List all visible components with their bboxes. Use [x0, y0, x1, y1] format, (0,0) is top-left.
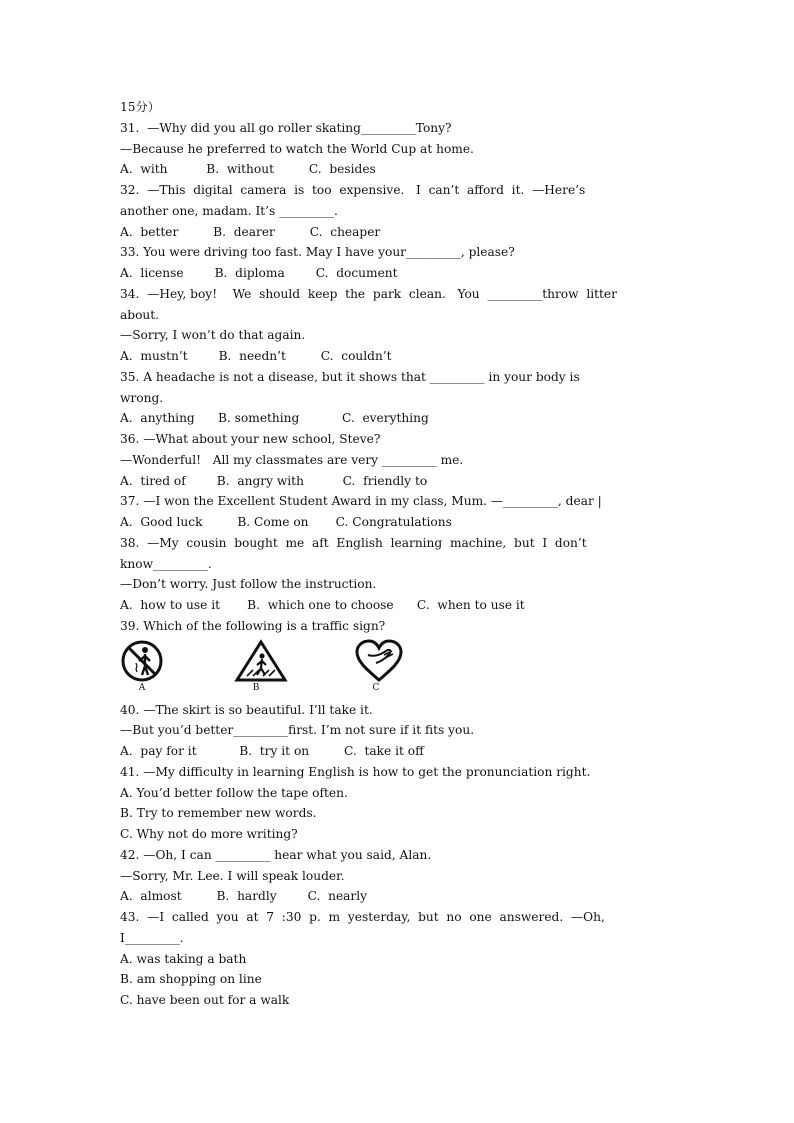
- question-block: [120, 762, 680, 845]
- sign-option-label: B: [252, 682, 260, 693]
- question-list: [120, 118, 680, 1011]
- heart-hand-sign-icon: [354, 639, 414, 683]
- question-line: C. Why not do more writing?: [120, 827, 298, 841]
- question-block: [120, 180, 680, 242]
- question-line: about.: [120, 307, 160, 322]
- question-line: A. You’d better follow the tape often.: [120, 785, 348, 800]
- question-line: A. license B. diploma C. document: [120, 266, 398, 280]
- question-block: [120, 284, 680, 367]
- question-line: —Sorry, I won’t do that again.: [120, 328, 306, 343]
- question-line: —Wonderful! All my classmates are very _________ me.: [120, 452, 464, 467]
- pedestrian-crossing-sign-icon: [234, 639, 294, 683]
- question-block: [120, 429, 680, 491]
- question-line: A. tired of B. angry with C. friendly to: [120, 473, 428, 488]
- exam-page: [120, 97, 680, 1011]
- question-line: —Sorry, Mr. Lee. I will speak louder.: [120, 868, 345, 883]
- question-block: [120, 616, 680, 699]
- question-line: A. pay for it B. try it on C. take it off: [120, 744, 424, 758]
- sign-option-label: A: [138, 682, 146, 693]
- question-line: A. better B. dearer C. cheaper: [120, 224, 381, 239]
- question-block: [120, 700, 680, 762]
- traffic-sign-options: [120, 637, 680, 699]
- traffic-sign-option: [120, 639, 180, 693]
- question-line: 43. —I called you at 7 :30 p. m yesterday, but no one answered. —Oh,: [120, 910, 605, 924]
- question-block: [120, 118, 680, 180]
- question-line: 34. —Hey, boy! We should keep the park clean. You _________throw litter: [120, 286, 617, 301]
- sign-option-label: C: [372, 682, 380, 693]
- question-line: A. mustn’t B. needn’t C. couldn’t: [120, 349, 392, 363]
- question-line: another one, madam. It’s _________.: [120, 203, 338, 218]
- question-line: 35. A headache is not a disease, but it shows that _________ in your body is: [120, 369, 580, 384]
- question-line: I_________.: [120, 930, 184, 945]
- question-line: 39. Which of the following is a traffic sign?: [120, 618, 386, 633]
- section-header: 15分）: [120, 100, 160, 114]
- question-block: [120, 242, 680, 284]
- question-block: [120, 845, 680, 907]
- question-line: wrong.: [120, 390, 164, 405]
- question-line: —But you’d better_________first. I’m not sure if it fits you.: [120, 723, 475, 738]
- question-line: 33. You were driving too fast. May I have your_________, please?: [120, 245, 515, 260]
- question-line: A. Good luck B. Come on C. Congratulations: [120, 515, 452, 529]
- question-line: A. with B. without C. besides: [120, 162, 376, 177]
- question-line: A. was taking a bath: [120, 951, 247, 966]
- question-line: 36. —What about your new school, Steve?: [120, 432, 381, 446]
- question-line: —Because he preferred to watch the World Cup at home.: [120, 141, 474, 156]
- question-line: 41. —My difficulty in learning English is how to get the pronunciation right.: [120, 764, 591, 779]
- question-block: [120, 533, 680, 616]
- question-block: [120, 491, 680, 533]
- question-line: B. Try to remember new words.: [120, 806, 317, 821]
- question-block: [120, 367, 680, 429]
- question-line: 42. —Oh, I can _________ hear what you said, Alan.: [120, 847, 432, 862]
- question-line: 38. —My cousin bought me aft English learning machine, but I don’t: [120, 535, 587, 550]
- question-line: A. how to use it B. which one to choose C. when to use it: [120, 598, 525, 612]
- question-line: 37. —I won the Excellent Student Award in my class, Mum. —_________, dear |: [120, 494, 602, 509]
- question-line: 31. —Why did you all go roller skating_________Tony?: [120, 120, 452, 135]
- question-line: A. almost B. hardly C. nearly: [120, 889, 368, 904]
- no-littering-sign-icon: [120, 639, 180, 683]
- question-line: —Don’t worry. Just follow the instruction.: [120, 577, 377, 592]
- question-line: 32. —This digital camera is too expensive. I can’t afford it. —Here’s: [120, 183, 586, 197]
- traffic-sign-option: [234, 639, 294, 693]
- question-line: A. anything B. something C. everything: [120, 411, 429, 426]
- question-line: C. have been out for a walk: [120, 993, 290, 1007]
- question-line: know_________.: [120, 556, 212, 571]
- question-block: [120, 907, 680, 1011]
- traffic-sign-option: [354, 639, 414, 693]
- question-line: 40. —The skirt is so beautiful. I’ll take it.: [120, 702, 373, 717]
- question-line: B. am shopping on line: [120, 972, 262, 987]
